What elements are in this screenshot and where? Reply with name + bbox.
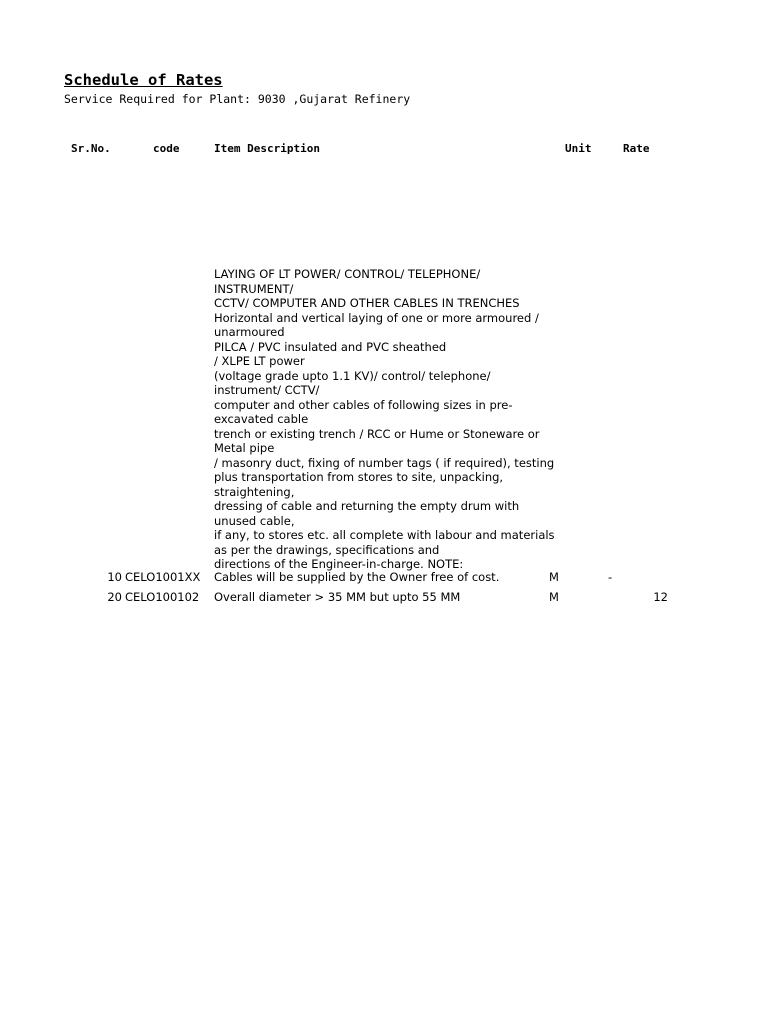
header-item-description: Item Description xyxy=(214,142,320,155)
description-line: straightening, xyxy=(214,484,295,499)
description-line: INSTRUMENT/ xyxy=(214,281,294,296)
row-sr-no: 20 xyxy=(107,590,122,604)
description-line: excavated cable xyxy=(214,412,309,426)
description-line: unused cable, xyxy=(214,513,295,528)
description-line: / XLPE LT power xyxy=(214,354,305,368)
row-rate: - xyxy=(608,570,613,584)
row-description: Cables will be supplied by the Owner free of cost. xyxy=(214,570,500,584)
description-line: plus transportation from stores to site, unpacking, xyxy=(214,470,504,484)
header-sr-no: Sr.No. xyxy=(71,142,111,155)
description-line: if any, to stores etc. all complete with labour and materials xyxy=(214,528,555,542)
description-line: directions of the Engineer-in-charge. NOTE: xyxy=(214,557,464,571)
description-line: dressing of cable and returning the empty drum with xyxy=(214,499,520,513)
description-line: as per the drawings, specifications and xyxy=(214,542,440,557)
header-code: code xyxy=(153,142,180,155)
page-title: Schedule of Rates xyxy=(64,71,223,89)
page-subtitle: Service Required for Plant: 9030 ,Gujarat Refinery xyxy=(64,92,411,106)
row-sr-no: 10 xyxy=(107,570,122,584)
header-rate: Rate xyxy=(623,142,650,155)
description-line: / masonry duct, fixing of number tags ( if required), testing xyxy=(214,455,555,470)
description-line: unarmoured xyxy=(214,325,285,339)
description-line: Metal pipe xyxy=(214,441,275,455)
header-unit: Unit xyxy=(565,142,592,155)
description-line: PILCA / PVC insulated and PVC sheathed xyxy=(214,339,447,354)
row-description: Overall diameter > 35 MM but upto 55 MM xyxy=(214,590,461,604)
description-line: trench or existing trench / RCC or Hume or Stoneware or xyxy=(214,426,540,441)
description-line: computer and other cables of following sizes in pre- xyxy=(214,397,513,412)
description-line: Horizontal and vertical laying of one or more armoured / xyxy=(214,310,539,325)
description-line: instrument/ CCTV/ xyxy=(214,383,320,397)
description-line: (voltage grade upto 1.1 KV)/ control/ telephone/ xyxy=(214,368,491,383)
description-line: LAYING OF LT POWER/ CONTROL/ TELEPHONE/ xyxy=(214,267,481,281)
row-rate: 12 xyxy=(653,590,668,604)
row-code: CELO1001XX xyxy=(125,570,201,584)
row-unit: M xyxy=(549,590,559,604)
item-description-block xyxy=(214,267,559,572)
row-unit: M xyxy=(549,570,559,584)
description-line: CCTV/ COMPUTER AND OTHER CABLES IN TRENCHES xyxy=(214,296,520,310)
row-code: CELO100102 xyxy=(125,590,200,604)
